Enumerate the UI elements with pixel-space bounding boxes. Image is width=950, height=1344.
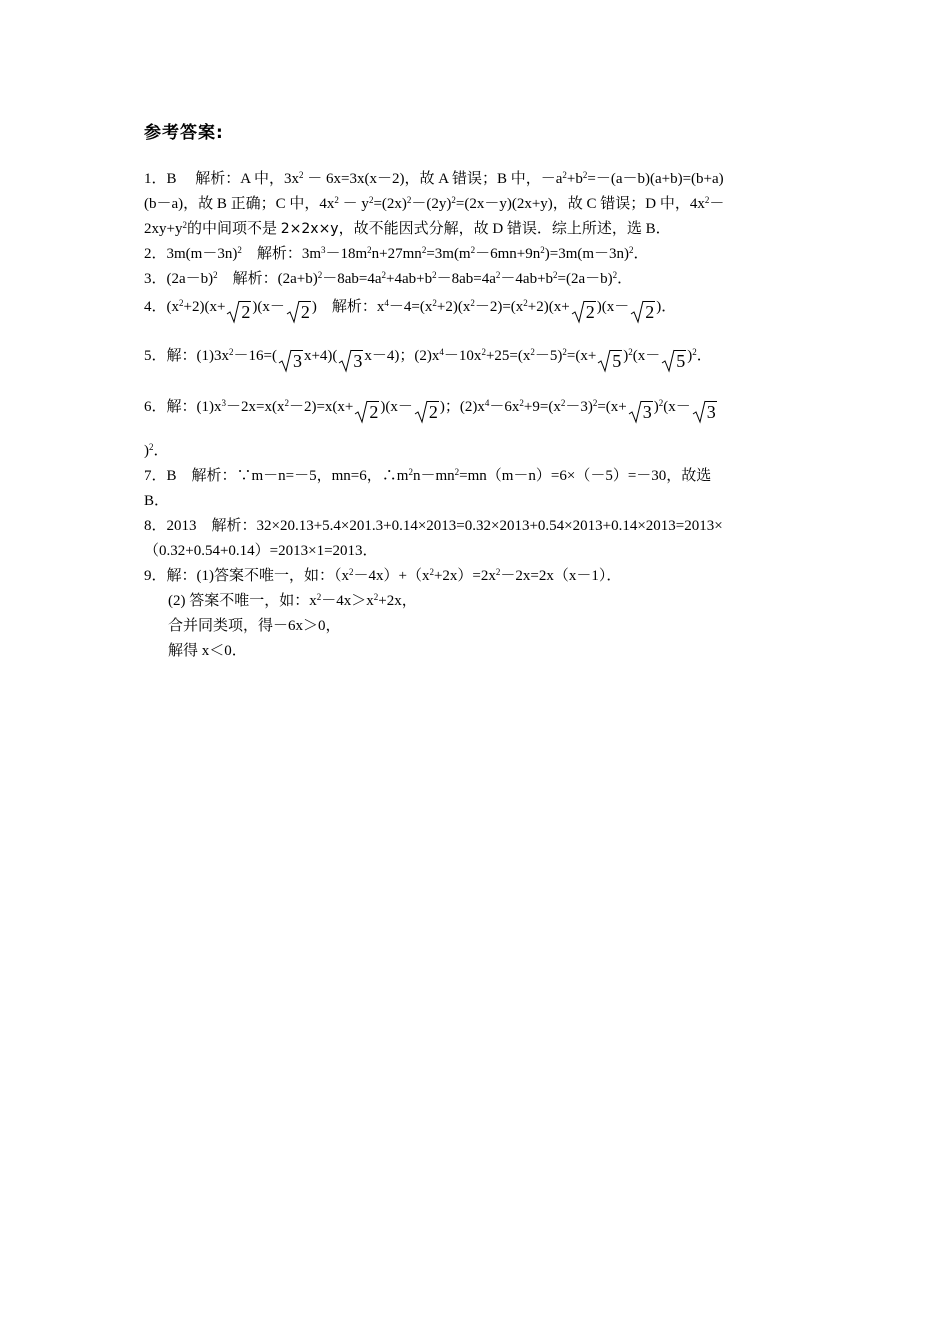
answer-1-line-2: (b－a)，故 B 正确；C 中，$4x^2 - y^2=(2x)^2-(2y)^2=(2x-y)(2x+y)$，故 C 错误；D 中，$4x^2-$ [144,195,725,212]
answer-7-line-1: 7．B 解析：∵m－n=－5，mn=6，$\therefore m^2n-mn^2=mn(m-n)=6\times(-5)=-30$，故选 [144,467,712,484]
answer-6-line-1: 6．解：$(1)x^3-2x=x(x^2-2)=x(x+$ 2 )(x－ 2 )；$(2)x^4-6x^2+9=(x^2-3)^2=(x+$ 3 )$^2$(x－ 3 [144,398,716,422]
answer-9-line-2: (2) 答案不唯一，如：$x^2-4x>x^2+2x$， [168,592,417,609]
answer-2: 2．$3m(m-3n)^2$ 解析：$3m^3-18m^2n+27mn^2=3m(m^2-6mn+9n^2)=3m(m-3n)^2$． [144,245,649,262]
answer-5: 5．解：$(1)3x^2-16=$( 3 x+4)( 3 x－4)；$(2)x^4-10x^2+25=(x^2-5)^2=(x+$ 5 )$^2$(x－ 5 )$^2$． [144,347,712,371]
answer-1-line-1: 1．B 解析：A 中，$3x^2 - 6x=3x(x-2)$，故 A 错误；B 中，$-a^2+b^2=-(a-b)(a+b)=(b+a)$ [144,170,724,187]
answer-4: 4．$(x^2+2)(x+$ 2 )(x－ 2 ) 解析：$x^4-4=(x^2+2)(x^2-2)=(x^2+2)(x+$ 2 )(x－ 2 )． [144,298,677,322]
answer-3: 3．$(2a-b)^2$ 解析：$(2a+b)^2-8ab=4a^2+4ab+b^2-8ab=4a^2-4ab+b^2=(2a-b)^2$． [144,270,633,287]
sqrt-symbol: 2 [354,401,379,423]
answer-9-line-4: 解得 x＜0． [168,643,247,659]
sqrt-symbol: 2 [630,301,655,323]
sqrt-symbol: 3 [692,401,717,423]
answer-8-line-1: 8．2013 解析：32×20.13+5.4×201.3+0.14×2013=0.32×2013+0.54×2013+0.14×2013=2013× [144,518,723,534]
sqrt-symbol: 5 [661,350,686,372]
answer-1-line-3: $2xy+y^2$的中间项不是 2×2x×y，故不能因式分解，故 D 错误．综上所述，选 B． [144,220,671,237]
sqrt-symbol: 2 [571,301,596,323]
sqrt-symbol: 3 [628,401,653,423]
answer-7-line-2: B． [144,493,170,509]
page-heading: 参考答案: [144,123,224,143]
sqrt-symbol: 2 [226,301,251,323]
answer-9-line-3: 合并同类项，得－6x＞0， [168,618,341,634]
sqrt-symbol: 5 [597,350,622,372]
answer-6-line-2: )$^2$． [144,442,169,459]
answer-8-line-2: （0.32+0.54+0.14）=2013×1=2013． [144,543,378,559]
sqrt-symbol: 3 [338,350,363,372]
sqrt-symbol: 3 [278,350,303,372]
answer-9-line-1: 9．解：(1)答案不唯一，如：$(x^2-4x)+(x^2+2x)=2x^2-2x=2x(x-1)$． [144,567,622,584]
sqrt-symbol: 2 [414,401,439,423]
sqrt-symbol: 2 [286,301,311,323]
